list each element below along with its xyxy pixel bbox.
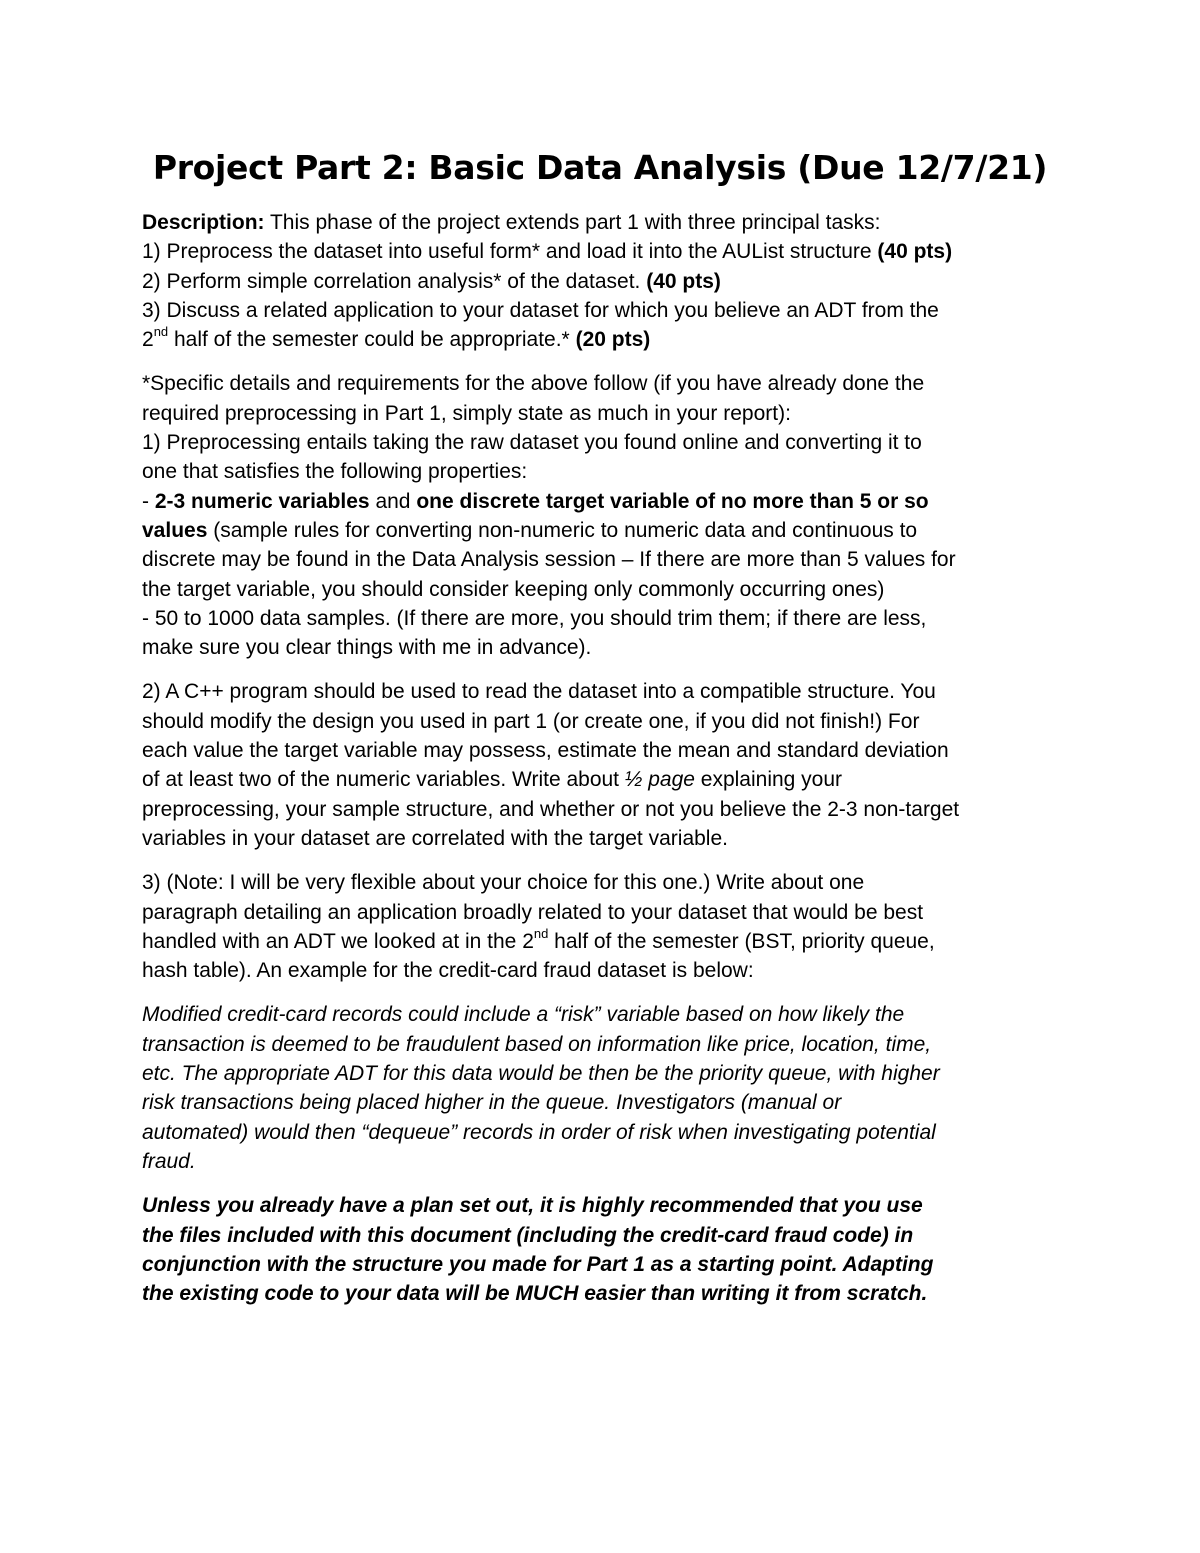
details-line [142, 516, 1062, 545]
task-2-text: 2) Perform simple correlation analysis* of the dataset. [142, 269, 647, 293]
example-line: automated) would then “dequeue” records in order of risk when investigating potential [142, 1120, 936, 1144]
part-2-line: variables in your dataset are correlated with the target variable. [142, 826, 728, 850]
part-2-line [142, 765, 1062, 794]
recommendation-line: the files included with this document (including the credit-card fraud code) in [142, 1223, 914, 1247]
details-line: *Specific details and requirements for the above follow (if you have already done the [142, 372, 925, 396]
example-line: risk transactions being placed higher in the queue. Investigators (manual or [142, 1091, 842, 1115]
recommendation-paragraph [142, 1191, 1062, 1308]
task-1-line [142, 237, 1062, 266]
task-2-line [142, 267, 1062, 296]
part-3-line: hash table). An example for the credit-card fraud dataset is below: [142, 959, 754, 983]
task-3-line-1: 3) Discuss a related application to your dataset for which you believe an ADT from the [142, 298, 939, 322]
task-1-points: (40 pts) [877, 240, 953, 264]
target-variable-emphasis: one discrete target variable of no more than 5 or so [416, 489, 929, 513]
example-line: etc. The appropriate ADT for this data would be then be the priority queue, with higher [142, 1062, 940, 1086]
part-2-line: each value the target variable may possess, estimate the mean and standard deviation [142, 739, 949, 763]
numeric-variables-emphasis: 2-3 numeric variables [154, 489, 370, 513]
part-3-text: half of the semester (BST, priority queue, [548, 929, 935, 953]
task-3-superscript: nd [153, 324, 169, 340]
details-line [142, 487, 1062, 516]
details-line: - 50 to 1000 data samples. (If there are more, you should trim them; if there are less, [142, 606, 927, 630]
task-3-line-2 [142, 325, 1062, 354]
part-3-line: 3) (Note: I will be very flexible about your choice for this one.) Write about one [142, 871, 865, 895]
task-3-points: (20 pts) [575, 328, 651, 352]
details-connector: and [369, 489, 417, 513]
example-paragraph [142, 1000, 1062, 1176]
part-3-paragraph [142, 868, 1062, 985]
part-2-paragraph [142, 677, 1062, 853]
details-line: the target variable, you should consider keeping only commonly occurring ones) [142, 577, 885, 601]
recommendation-line: the existing code to your data will be MUCH easier than writing it from scratch. [142, 1282, 928, 1306]
recommendation-line: conjunction with the structure you made for Part 1 as a starting point. Adapting [142, 1252, 934, 1276]
example-line: Modified credit-card records could include a “risk” variable based on how likely the [142, 1003, 905, 1027]
part-2-text: of at least two of the numeric variables. Write about [142, 768, 625, 792]
part-2-line: preprocessing, your sample structure, and whether or not you believe the 2-3 non-target [142, 797, 960, 821]
details-text: (sample rules for converting non-numeric to numeric data and continuous to [207, 518, 918, 542]
details-line: 1) Preprocessing entails taking the raw dataset you found online and converting it to [142, 431, 922, 455]
task-3-number: 2 [142, 328, 154, 352]
task-1-text: 1) Preprocess the dataset into useful form* and load it into the AUList structure [142, 240, 878, 264]
description-label: Description: [142, 211, 265, 234]
details-line: make sure you clear things with me in advance). [142, 636, 592, 660]
part-3-line: paragraph detailing an application broadly related to your dataset that would be best [142, 900, 924, 924]
page-title: Project Part 2: Basic Data Analysis (Due 12/7/21) [152, 148, 1048, 187]
task-3-text: half of the semester could be appropriate.* [168, 328, 576, 352]
description-intro: This phase of the project extends part 1 with three principal tasks: [264, 211, 881, 234]
description-paragraph [142, 208, 1062, 354]
recommendation-line: Unless you already have a plan set out, it is highly recommended that you use [142, 1194, 923, 1218]
part-3-text: handled with an ADT we looked at in the 2 [142, 929, 534, 953]
task-2-points: (40 pts) [646, 269, 721, 293]
part-2-line: should modify the design you used in part 1 (or create one, if you did not finish!) For [142, 709, 920, 733]
example-line: transaction is deemed to be fraudulent based on information like price, location, time, [142, 1032, 932, 1056]
details-line: discrete may be found in the Data Analysis session – If there are more than 5 values for [142, 548, 956, 572]
part-3-line [142, 927, 1062, 956]
details-line: one that satisfies the following properties: [142, 460, 528, 484]
document-body [142, 208, 1062, 1323]
bullet-dash: - [142, 489, 155, 513]
description-intro-line [142, 208, 1062, 237]
half-page-emphasis: ½ page [624, 768, 695, 792]
details-line: required preprocessing in Part 1, simply state as much in your report): [142, 401, 791, 425]
example-line: fraud. [142, 1149, 196, 1173]
details-paragraph [142, 369, 1062, 662]
part-3-superscript: nd [533, 925, 549, 941]
part-2-line: 2) A C++ program should be used to read the dataset into a compatible structure. You [142, 680, 936, 704]
values-emphasis: values [142, 518, 208, 542]
part-2-text: explaining your [694, 768, 843, 792]
